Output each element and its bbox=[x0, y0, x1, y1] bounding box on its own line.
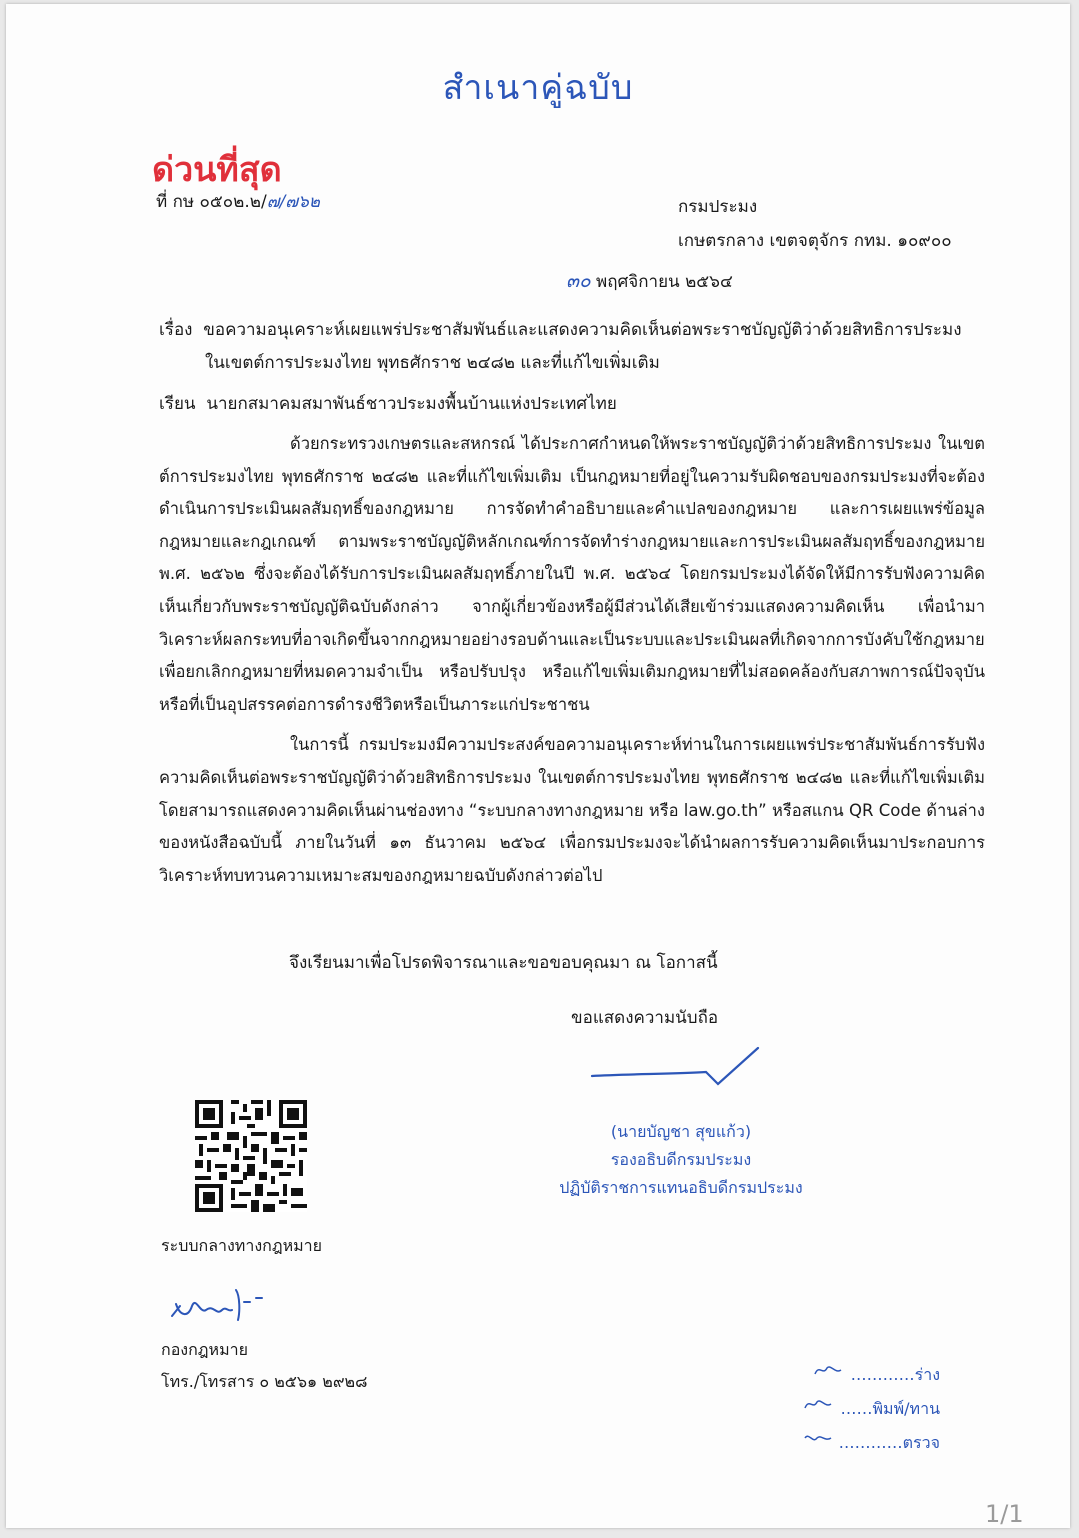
body-paragraph-2: ในการนี้ กรมประมงมีความประสงค์ขอความอนุเคราะห์ท่านในการเผยแพร่ประชาสัมพันธ์การรับฟังความคิดเห็นต่อพระราชบัญญัติว่าด้วยสิทธิการประมง ในเขตต์การประมงไทย พุทธศักราช ๒๔๘๒ และที่แก้ไขเพิ่มเติม โดยสามารถแสดงความคิดเห็นผ่านช่องทาง “ระบบกลางทางกฎหมาย หรือ law.go.th” หรือสแกน QR Code ด้านล่างของหนังสือฉบับนี้ ภายในวันที่ ๑๓ ธันวาคม ๒๕๖๔ เพื่อกรมประมงจะได้นำผลการรับความคิดเห็นมาประกอบการวิเคราะห์ทบทวนความเหมาะสมของกฎหมายฉบับดังกล่าวต่อไป bbox=[159, 735, 985, 885]
subject-block bbox=[159, 314, 989, 380]
agency-address: เกษตรกลาง เขตจตุจักร กทม. ๑๐๙๐๐ bbox=[678, 231, 952, 251]
regards: ขอแสดงความนับถือ bbox=[571, 1008, 719, 1028]
contact-block bbox=[161, 1334, 367, 1398]
agency-block bbox=[678, 190, 952, 258]
document-number bbox=[156, 188, 320, 215]
subject-line-2: ในเขตต์การประมงไทย พุทธศักราช ๒๔๘๒ และที่แก้ไขเพิ่มเติม bbox=[205, 353, 660, 373]
signer-position: รองอธิบดีกรมประมง bbox=[610, 1150, 752, 1169]
addressee bbox=[159, 390, 617, 417]
signer-name: (นายบัญชา สุขแก้ว) bbox=[610, 1122, 752, 1141]
date-day-handwritten: ๓๐ bbox=[566, 270, 591, 292]
closing-sentence: จึงเรียนมาเพื่อโปรดพิจารณาและขอขอบคุณมา ณ โอกาสนี้ bbox=[289, 953, 718, 973]
checklist-draft-label: ร่าง bbox=[914, 1365, 940, 1384]
page-indicator: 1/1 bbox=[985, 1500, 1024, 1528]
addressee-label: เรียน bbox=[159, 394, 196, 414]
signature-icon bbox=[586, 1040, 766, 1094]
draft-initial-icon bbox=[811, 1360, 851, 1380]
division-name: กองกฎหมาย bbox=[161, 1340, 248, 1359]
date-month-year: พฤศจิกายน ๒๕๖๔ bbox=[596, 272, 733, 292]
qr-code-icon[interactable] bbox=[195, 1100, 307, 1216]
initials-signature-icon bbox=[166, 1276, 286, 1332]
phone-fax: โทร./โทรสาร ๐ ๒๕๖๑ ๒๙๒๘ bbox=[161, 1372, 368, 1391]
subject-line-1: ขอความอนุเคราะห์เผยแพร่ประชาสัมพันธ์และแสดงความคิดเห็นต่อพระราชบัญญัติว่าด้วยสิทธิการประมง bbox=[203, 320, 962, 340]
document-date bbox=[566, 266, 733, 296]
qr-code-label: ระบบกลางทางกฎหมาย bbox=[161, 1236, 323, 1255]
copy-stamp: สำเนาคู่ฉบับ bbox=[442, 68, 634, 108]
typed-initial-icon bbox=[801, 1394, 841, 1414]
checklist-typed: ……พิมพ์/ทาน bbox=[794, 1392, 940, 1426]
document-page bbox=[6, 4, 1070, 1528]
checklist-checked: …………ตรวจ bbox=[794, 1426, 940, 1460]
checklist-checked-label: ตรวจ bbox=[902, 1433, 940, 1452]
routing-checklist bbox=[794, 1358, 940, 1460]
subject-label: เรื่อง bbox=[159, 320, 193, 340]
signer-block bbox=[496, 1118, 866, 1202]
body-paragraph-1: ด้วยกระทรวงเกษตรและสหกรณ์ ได้ประกาศกำหนดให้พระราชบัญญัติว่าด้วยสิทธิการประมง ในเขตต์การประมงไทย พุทธศักราช ๒๔๘๒ และที่แก้ไขเพิ่มเติม เป็นกฎหมายที่อยู่ในความรับผิดชอบของกรมประมงที่จะต้องดำเนินการประเมินผลสัมฤทธิ์ของกฎหมาย การจัดทำคำอธิบายและคำแปลของกฎหมาย และการเผยแพร่ข้อมูลกฎหมายและกฎเกณฑ์ ตามพระราชบัญญัติหลักเกณฑ์การจัดทำร่างกฎหมายและการประเมินผลสัมฤทธิ์ของกฎหมาย พ.ศ. ๒๕๖๒ ซึ่งจะต้องได้รับการประเมินผลสัมฤทธิ์ภายในปี พ.ศ. ๒๕๖๔ โดยกรมประมงได้จัดให้มีการรับฟังความคิดเห็นเกี่ยวกับพระราชบัญญัติฉบับดังกล่าว จากผู้เกี่ยวข้องหรือผู้มีส่วนได้เสียเข้าร่วมแสดงความคิดเห็น เพื่อนำมาวิเคราะห์ผลกระทบที่อาจเกิดขึ้นจากกฎหมายอย่างรอบด้านและเป็นระบบและประเมินผลที่เกิดจากการบังคับใช้กฎหมาย เพื่อยกเลิกกฎหมายที่หมดความจำเป็น หรือปรับปรุง หรือแก้ไขเพิ่มเติมกฎหมายที่ไม่สอดคล้องกับสภาพการณ์ปัจจุบันหรือที่เป็นอุปสรรคต่อการดำรงชีวิตหรือเป็นภาระแก่ประชาชน bbox=[159, 434, 985, 714]
checklist-draft: …………ร่าง bbox=[794, 1358, 940, 1392]
letter-body bbox=[159, 428, 985, 892]
checklist-typed-label: พิมพ์/ทาน bbox=[872, 1399, 940, 1418]
checked-initial-icon bbox=[799, 1428, 839, 1448]
document-number-prefix: ที่ กษ ๐๕๐๒.๒/ bbox=[156, 192, 267, 212]
document-number-handwritten: ๗/๗๖๒ bbox=[266, 192, 320, 212]
addressee-name: นายกสมาคมสมาพันธ์ชาวประมงพื้นบ้านแห่งประเทศไทย bbox=[206, 394, 617, 414]
signer-acting: ปฏิบัติราชการแทนอธิบดีกรมประมง bbox=[559, 1178, 803, 1197]
agency-name: กรมประมง bbox=[678, 197, 758, 217]
urgency-stamp: ด่วนที่สุด bbox=[152, 150, 282, 190]
